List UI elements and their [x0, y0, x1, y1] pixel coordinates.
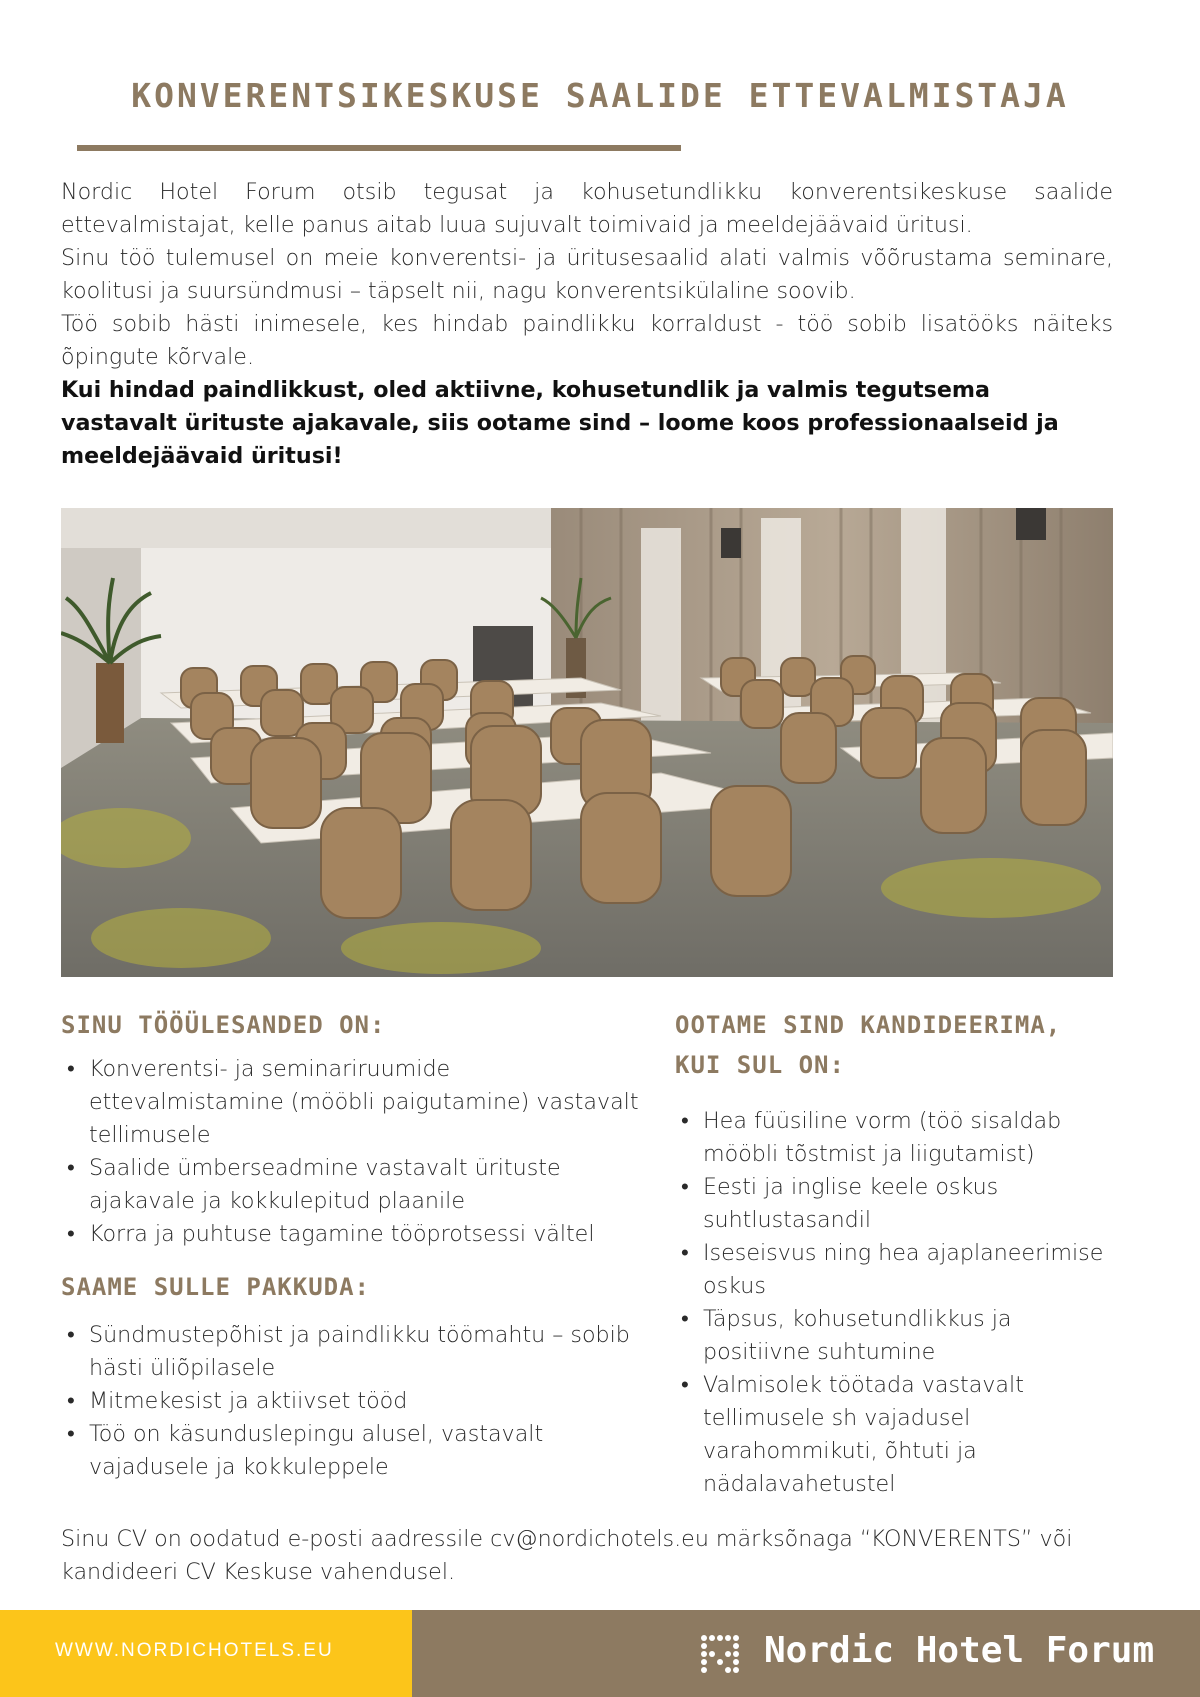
tasks-heading: SINU TÖÖÜLESANDED ON:	[61, 1011, 386, 1039]
list-item: • Valmisolek töötada vastavalt tellimusele sh vajadusel varahommikuti, õhtuti ja nädalavahetustel	[675, 1369, 1115, 1501]
intro-paragraph-2: Sinu töö tulemusel on meie konverentsi- ja üritusesaalid alati valmis võõrustama seminare, koolitusi ja suursündmusi – täpselt nii, nagu konverentsikülaline soovib.	[61, 245, 1113, 304]
list-item: • Saalide ümberseadmine vastavalt ürituste ajakavale ja kokkulepitud plaanile	[61, 1152, 641, 1218]
list-item: • Töö on käsunduslepingu alusel, vastavalt vajadusele ja kokkuleppele	[61, 1418, 641, 1484]
list-item: • Hea füüsiline vorm (töö sisaldab mööbli tõstmist ja liigutamist)	[675, 1105, 1115, 1171]
list-item: • Sündmustepõhist ja paindlikku töömahtu – sobib hästi üliõpilasele	[61, 1319, 641, 1385]
offer-heading: SAAME SULLE PAKKUDA:	[61, 1273, 370, 1301]
hotel-logo-icon	[696, 1628, 748, 1680]
intro-text	[61, 176, 1113, 473]
list-item: • Korra ja puhtuse tagamine tööprotsessi vältel	[61, 1218, 641, 1251]
brand-name: Nordic Hotel Forum	[764, 1630, 1155, 1671]
left-column	[61, 1005, 641, 1484]
list-item: • Konverentsi- ja seminariruumide ettevalmistamine (mööbli paigutamine) vastavalt tellimusele	[61, 1053, 641, 1152]
right-column	[675, 1005, 1115, 1501]
list-item: • Eesti ja inglise keele oskus suhtlustasandil	[675, 1171, 1115, 1237]
footer-brand-bar	[412, 1610, 1200, 1697]
offer-list	[61, 1319, 641, 1484]
title-underline	[77, 145, 681, 151]
intro-paragraph-3: Töö sobib hästi inimesele, kes hindab paindlikku korraldust - töö sobib lisatööks näiteks õpingute kõrvale.	[61, 311, 1113, 370]
conference-room-photo	[61, 508, 1113, 977]
requirements-list	[675, 1105, 1115, 1501]
website-link[interactable]: WWW.NORDICHOTELS.EU	[55, 1640, 334, 1661]
application-instructions: Sinu CV on oodatud e-posti aadressile cv@nordichotels.eu märksõnaga “KONVERENTS” või kandideeri CV Keskuse vahendusel.	[61, 1526, 1073, 1585]
requirements-heading: OOTAME SIND KANDIDEERIMA, KUI SUL ON:	[675, 1011, 1062, 1079]
tasks-list	[61, 1053, 641, 1251]
list-item: • Iseseisvus ning hea ajaplaneerimise oskus	[675, 1237, 1115, 1303]
intro-paragraph-1: Nordic Hotel Forum otsib tegusat ja kohusetundlikku konverentsikeskuse saalide ettevalmistajat, kelle panus aitab luua sujuvalt toimivaid ja meeldejäävaid üritusi.	[61, 179, 1113, 238]
page-title: KONVERENTSIKESKUSE SAALIDE ETTEVALMISTAJA	[131, 76, 1069, 115]
footer-website-bar	[0, 1610, 412, 1697]
list-item: • Mitmekesist ja aktiivset tööd	[61, 1385, 641, 1418]
list-item: • Täpsus, kohusetundlikkus ja positiivne suhtumine	[675, 1303, 1115, 1369]
intro-call-to-action: Kui hindad paindlikkust, oled aktiivne, kohusetundlik ja valmis tegutsema vastavalt ürituste ajakavale, siis ootame sind – loome koos professionaalseid ja meeldejäävaid üritusi!	[61, 377, 1059, 469]
